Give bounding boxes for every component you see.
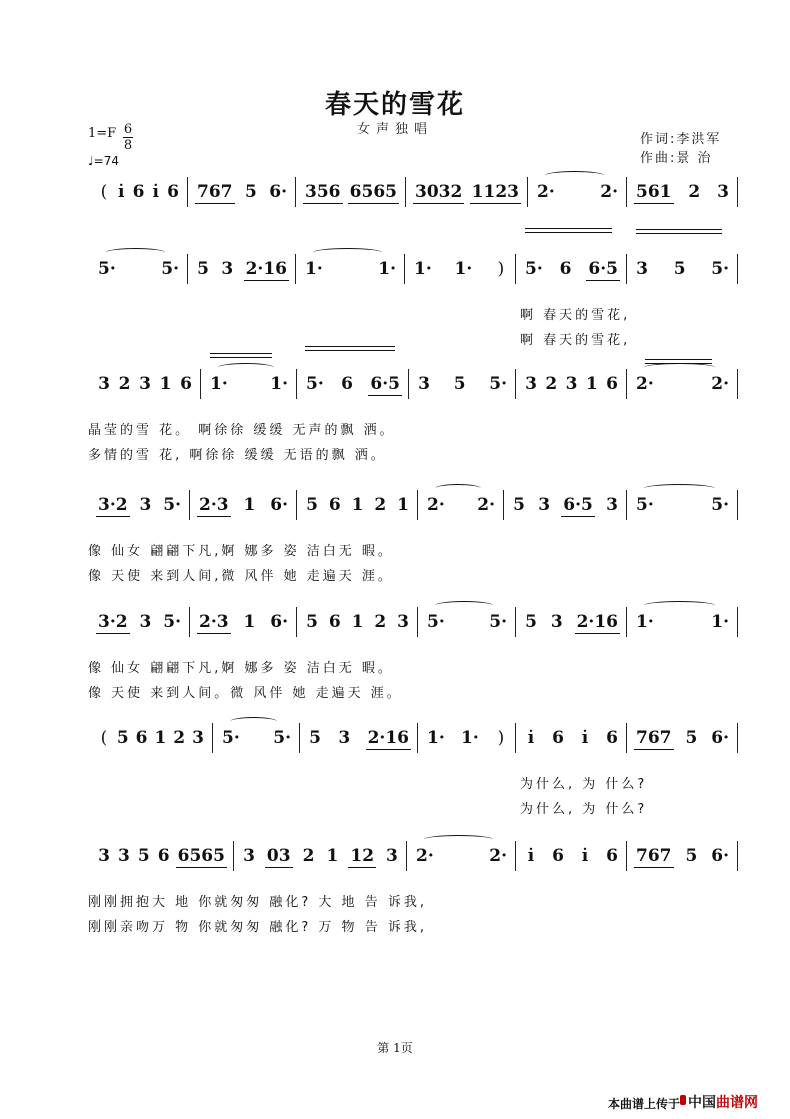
barline [233, 841, 234, 871]
note: 1 [351, 495, 364, 515]
note: 2· [489, 846, 507, 866]
note: 2· [416, 846, 434, 866]
note: 1 [397, 495, 409, 515]
measure [634, 258, 731, 282]
measure [511, 494, 620, 518]
note: 1· [636, 612, 654, 632]
note: 12 [350, 846, 375, 866]
barline [737, 607, 738, 637]
note: 3 [606, 495, 618, 515]
barline [417, 490, 418, 520]
barline [189, 490, 190, 520]
time-signature-bottom: 8 [123, 138, 133, 153]
note: 3 [397, 612, 409, 632]
note: 6 [606, 728, 618, 748]
note: 5 [137, 846, 150, 866]
note: 3 [525, 374, 537, 394]
note: 6 [606, 846, 618, 866]
note: 2 [545, 374, 558, 394]
note: 5 [116, 728, 129, 748]
lyric-line: 刚刚亲吻万 物 你就匆匆 融化? 万 物 告 诉我, [88, 920, 427, 935]
measure [412, 258, 509, 282]
note: 3·2 [98, 612, 128, 632]
barline [626, 607, 627, 637]
barline [515, 723, 516, 753]
page-number: 第 1页 [377, 1041, 413, 1055]
note: 3 [538, 495, 551, 515]
barline [737, 177, 738, 207]
note: 3 [338, 728, 351, 748]
barline [515, 369, 516, 399]
note: 6 [328, 495, 341, 515]
note: 3 [418, 374, 430, 394]
barline [626, 490, 627, 520]
dynamic-hairpin [645, 359, 712, 360]
note: 6 [341, 374, 353, 394]
note: 5· [222, 728, 240, 748]
tie-arc [218, 363, 274, 372]
note: 6· [711, 728, 729, 748]
note: 6· [270, 612, 288, 632]
tempo-marking [88, 154, 119, 168]
note: 3 [550, 612, 563, 632]
note: 5· [427, 612, 445, 632]
barline [406, 841, 407, 871]
note: 3 [386, 846, 398, 866]
note: 5· [98, 259, 116, 279]
note: 767 [197, 182, 233, 202]
note: 5 [525, 612, 537, 632]
note: 767 [636, 728, 672, 748]
note: 561 [636, 182, 672, 202]
note: 2· [427, 495, 445, 515]
dynamic-hairpin [636, 233, 722, 234]
note: 356 [305, 182, 341, 202]
dynamic-hairpin [525, 228, 612, 229]
lyric-line: 像 天使 来到人间。微 风伴 她 走遍天 涯。 [88, 686, 403, 701]
barline [417, 723, 418, 753]
site-logo-icon [680, 1095, 686, 1105]
note: 6 [328, 612, 341, 632]
note: 6·5 [370, 374, 400, 394]
barline [408, 369, 409, 399]
barline [189, 607, 190, 637]
song-title: 春天的雪花 [324, 90, 465, 120]
measure [523, 611, 620, 635]
note: 5 [197, 259, 209, 279]
barline [299, 723, 300, 753]
barline [404, 254, 405, 284]
note: 3 [139, 495, 152, 515]
measure [523, 727, 620, 751]
barline [187, 254, 188, 284]
barline [515, 841, 516, 871]
note: 5· [163, 495, 181, 515]
tie-arc [435, 484, 481, 493]
lyric-line: 晶莹的雪 花。 啊徐徐 缓缓 无声的飘 洒。 [88, 423, 396, 438]
note: 2·16 [245, 259, 287, 279]
measure [413, 181, 521, 205]
note: 6 [552, 846, 564, 866]
note: 2 [173, 728, 186, 748]
note: 6 [157, 846, 170, 866]
barline [296, 490, 297, 520]
barline [737, 490, 738, 520]
barline [405, 177, 406, 207]
barline [737, 254, 738, 284]
note: 5 [685, 728, 698, 748]
measure [523, 258, 620, 282]
note: 3 [717, 182, 729, 202]
barline [212, 723, 213, 753]
note: 6 [135, 728, 148, 748]
repeat-open-paren: ( [100, 728, 108, 748]
note: 3 [636, 259, 648, 279]
measure [634, 845, 731, 869]
repeat-open-paren: ( [100, 182, 108, 202]
note: 1 [585, 374, 598, 394]
dynamic-hairpin [525, 232, 612, 233]
repeat-close-paren: ) [497, 259, 505, 279]
measure [425, 494, 497, 518]
note: 3 [139, 374, 151, 394]
barline [417, 607, 418, 637]
note: 1123 [471, 182, 519, 202]
note: 6 [167, 182, 179, 202]
site-name: 中国曲谱网 [688, 1095, 758, 1111]
measure [304, 611, 411, 635]
measure [197, 494, 290, 518]
note: 5 [685, 846, 698, 866]
barline [626, 254, 627, 284]
note: 2· [477, 495, 495, 515]
lyricist-credit: 作词:李洪军 [640, 132, 722, 147]
barline [737, 723, 738, 753]
note: 1 [243, 612, 256, 632]
tie-arc [644, 363, 715, 372]
barline [295, 254, 296, 284]
lyric-line: 啊 春天的雪花, [520, 308, 631, 323]
note: 6· [711, 846, 729, 866]
lyric-line: 多情的雪 花, 啊徐徐 缓缓 无语的飘 洒。 [88, 448, 387, 463]
note: 767 [636, 846, 672, 866]
note: 2 [118, 374, 131, 394]
lyric-line: 为什么, 为 什么? [520, 777, 648, 792]
measure [523, 373, 620, 397]
barline [626, 369, 627, 399]
dynamic-hairpin [210, 353, 272, 354]
barline [527, 177, 528, 207]
note: 5 [513, 495, 525, 515]
note: 5· [525, 259, 543, 279]
lyric-line: 啊 春天的雪花, [520, 333, 631, 348]
lyric-line: 刚刚拥抱大 地 你就匆匆 融化? 大 地 告 诉我, [88, 895, 427, 910]
note: 6 [606, 374, 618, 394]
note: 3 [221, 259, 234, 279]
composer-credit: 作曲:景 治 [640, 151, 713, 166]
note: 5· [306, 374, 324, 394]
note: 5· [711, 259, 729, 279]
note: 6 [180, 374, 192, 394]
measure [535, 181, 620, 205]
dynamic-hairpin [645, 363, 712, 364]
note: 3 [98, 846, 110, 866]
note: 2 [374, 495, 387, 515]
tie-arc [424, 835, 493, 844]
note: 5 [244, 182, 257, 202]
note: 5 [673, 259, 686, 279]
note: 2· [537, 182, 555, 202]
dynamic-hairpin [636, 229, 722, 230]
note: 5· [489, 374, 507, 394]
measure [414, 845, 509, 869]
note: 3 [139, 612, 152, 632]
barline [515, 254, 516, 284]
measure [96, 181, 181, 205]
tempo-value: =74 [93, 154, 119, 168]
quarter-note-icon: ♩ [88, 154, 94, 168]
measure [634, 727, 731, 751]
dynamic-hairpin [305, 346, 395, 347]
barline [296, 607, 297, 637]
measure [96, 494, 183, 518]
note: 2·3 [199, 495, 229, 515]
barline [626, 723, 627, 753]
note: 5 [306, 612, 318, 632]
note: 3 [117, 846, 130, 866]
lyric-line: 像 仙女 翩翩下凡,婀 娜多 姿 洁白无 暇。 [88, 544, 394, 559]
measure [634, 611, 731, 635]
note: 1· [427, 728, 445, 748]
barline [200, 369, 201, 399]
note: i̇ [581, 728, 589, 748]
barline [503, 490, 504, 520]
note: 2 [688, 182, 701, 202]
key-signature: 1=F [88, 126, 117, 141]
note: 6·5 [588, 259, 618, 279]
note: 6 [132, 182, 145, 202]
tie-arc [106, 248, 165, 257]
note: 6· [269, 182, 287, 202]
note: 6565 [349, 182, 397, 202]
note: 2 [374, 612, 387, 632]
measure [304, 373, 402, 397]
measure [220, 727, 293, 751]
note: 5· [636, 495, 654, 515]
note: 6 [552, 728, 564, 748]
repeat-close-paren: ) [497, 728, 505, 748]
note: i̇ [527, 728, 535, 748]
lyric-line: 像 天使 来到人间,微 风伴 她 走遍天 涯。 [88, 569, 394, 584]
tie-arc [644, 601, 715, 610]
time-signature-top: 6 [123, 122, 133, 137]
note: 5· [163, 612, 181, 632]
measure [197, 611, 290, 635]
note: 6565 [177, 846, 225, 866]
note: 1· [414, 259, 432, 279]
note: 1· [305, 259, 323, 279]
tie-arc [545, 171, 604, 180]
note: 3 [565, 374, 578, 394]
barline [296, 369, 297, 399]
note: 3·2 [98, 495, 128, 515]
tie-arc [313, 248, 382, 257]
note: 03 [266, 846, 291, 866]
time-signature [123, 122, 133, 153]
measure [634, 494, 731, 518]
note: 5· [273, 728, 291, 748]
measure [96, 727, 206, 751]
note: 2 [302, 846, 315, 866]
measure [425, 727, 509, 751]
note: 1· [711, 612, 729, 632]
measure [416, 373, 509, 397]
note: 5 [453, 374, 466, 394]
measure [634, 181, 731, 205]
note: i̇ [118, 182, 125, 202]
measure [634, 373, 731, 397]
barline [295, 177, 296, 207]
note: 6·5 [563, 495, 593, 515]
tie-arc [230, 717, 277, 726]
note: 6· [270, 495, 288, 515]
note: 1· [270, 374, 288, 394]
dynamic-hairpin [305, 350, 395, 351]
barline [187, 177, 188, 207]
lyric-line: 像 仙女 翩翩下凡,婀 娜多 姿 洁白无 暇。 [88, 661, 394, 676]
note: 3 [98, 374, 110, 394]
tie-arc [644, 484, 715, 493]
song-subtitle: 女声独唱 [356, 122, 433, 137]
measure [96, 845, 227, 869]
note: i̇ [581, 846, 589, 866]
note: 2· [600, 182, 618, 202]
note: 5 [309, 728, 321, 748]
barline [626, 841, 627, 871]
note: 1· [210, 374, 228, 394]
note: 1· [454, 259, 473, 279]
measure [96, 611, 183, 635]
measure [303, 181, 399, 205]
barline [737, 369, 738, 399]
note: 2·16 [576, 612, 618, 632]
measure [241, 845, 400, 869]
barline [515, 607, 516, 637]
note: 1· [378, 259, 396, 279]
measure [523, 845, 620, 869]
note: 2·16 [367, 728, 409, 748]
note: 1 [154, 728, 167, 748]
note: i̇ [527, 846, 535, 866]
upload-credit: 本曲谱上传于 [607, 1097, 680, 1111]
barline [737, 841, 738, 871]
note: 6 [559, 259, 572, 279]
note: 5· [161, 259, 179, 279]
note: 5 [306, 495, 318, 515]
tie-arc [435, 601, 493, 610]
measure [96, 258, 181, 282]
measure [307, 727, 411, 751]
dynamic-hairpin [210, 357, 272, 358]
measure [304, 494, 411, 518]
note: 1 [351, 612, 364, 632]
barline [626, 177, 627, 207]
note: 1 [326, 846, 339, 866]
measure [195, 181, 289, 205]
note: 1· [461, 728, 479, 748]
note: 2· [711, 374, 729, 394]
note: 1 [159, 374, 172, 394]
note: 1 [243, 495, 256, 515]
note: 3 [243, 846, 255, 866]
note: 3032 [415, 182, 463, 202]
measure [96, 373, 194, 397]
note: 5· [711, 495, 729, 515]
note: 5· [489, 612, 507, 632]
measure [303, 258, 398, 282]
measure [208, 373, 290, 397]
measure [425, 611, 509, 635]
note: i̇ [152, 182, 159, 202]
lyric-line: 为什么, 为 什么? [520, 802, 648, 817]
measure [195, 258, 289, 282]
note: 2· [636, 374, 654, 394]
note: 3 [192, 728, 204, 748]
note: 2·3 [199, 612, 229, 632]
